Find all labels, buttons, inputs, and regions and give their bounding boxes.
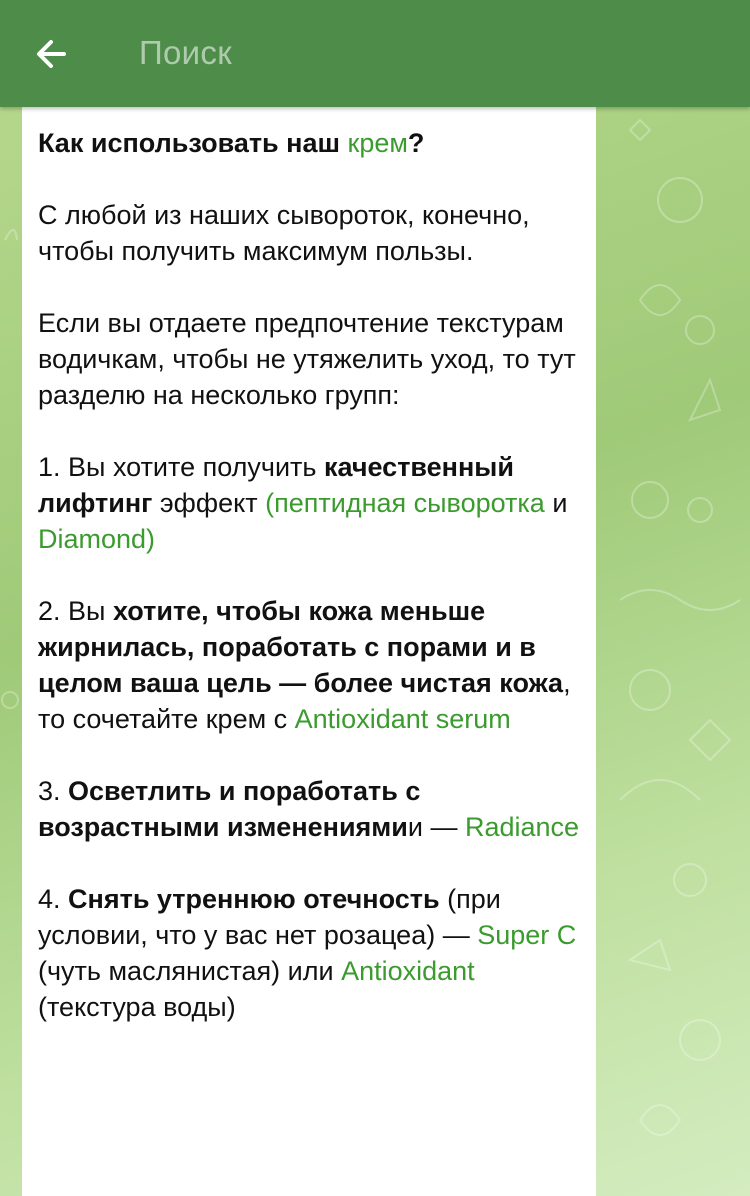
item-text: и —: [407, 812, 465, 842]
antioxidant-serum-link[interactable]: Antioxidant serum: [294, 704, 511, 734]
radiance-link[interactable]: Radiance: [464, 812, 580, 842]
item-number: 3.: [38, 776, 69, 806]
item-bold: хотите, чтобы кожа меньше жирнилась, поработать с порами и в целом ваша цель — более чистая кожа: [38, 596, 564, 698]
message-text: [38, 125, 588, 1025]
heading-bold: Как использовать наш: [38, 128, 348, 158]
item-text: , то сочетайте крем с: [38, 668, 571, 734]
intro-paragraph-1: С любой из наших сывороток, конечно, чтобы получить максимум пользы.: [38, 200, 530, 266]
list-item-1: [38, 449, 588, 557]
list-item-2: [38, 593, 588, 737]
list-item-3: [38, 773, 588, 845]
message-heading: [38, 125, 588, 161]
back-button[interactable]: [30, 32, 74, 76]
item-bold: Снять утреннюю отечность: [68, 884, 440, 914]
cream-link[interactable]: крем: [347, 128, 408, 158]
top-app-bar: [0, 0, 750, 107]
super-c-link[interactable]: Super C: [477, 920, 577, 950]
item-text: Вы: [68, 596, 113, 626]
antioxidant-link[interactable]: Antioxidant: [341, 956, 475, 986]
item-text: (при условии, что у вас нет розацеа) —: [38, 884, 501, 950]
diamond-link[interactable]: Diamond): [38, 524, 156, 554]
peptide-serum-link[interactable]: (пептидная сыворотка: [265, 488, 545, 518]
arrow-left-icon: [30, 32, 74, 76]
item-text: Вы хотите получить: [68, 452, 324, 482]
item-text: и: [544, 488, 568, 518]
item-number: 4.: [38, 884, 69, 914]
list-item-4: [38, 881, 588, 1025]
item-bold: Осветлить и поработать с возрастными изменениями: [38, 776, 421, 842]
message-bubble: [22, 107, 596, 1196]
search-title[interactable]: Поиск: [139, 34, 232, 71]
item-text: (чуть маслянистая) или: [38, 956, 342, 986]
item-text: (текстура воды): [38, 992, 236, 1022]
intro-paragraph-2: Если вы отдаете предпочтение текстурам водичкам, чтобы не утяжелить уход, то тут разделю на несколько групп:: [38, 308, 576, 410]
item-text: эффект: [152, 488, 266, 518]
heading-tail: ?: [407, 128, 425, 158]
item-number: 1.: [38, 452, 69, 482]
item-bold: качественный лифтинг: [38, 452, 514, 518]
item-number: 2.: [38, 596, 69, 626]
